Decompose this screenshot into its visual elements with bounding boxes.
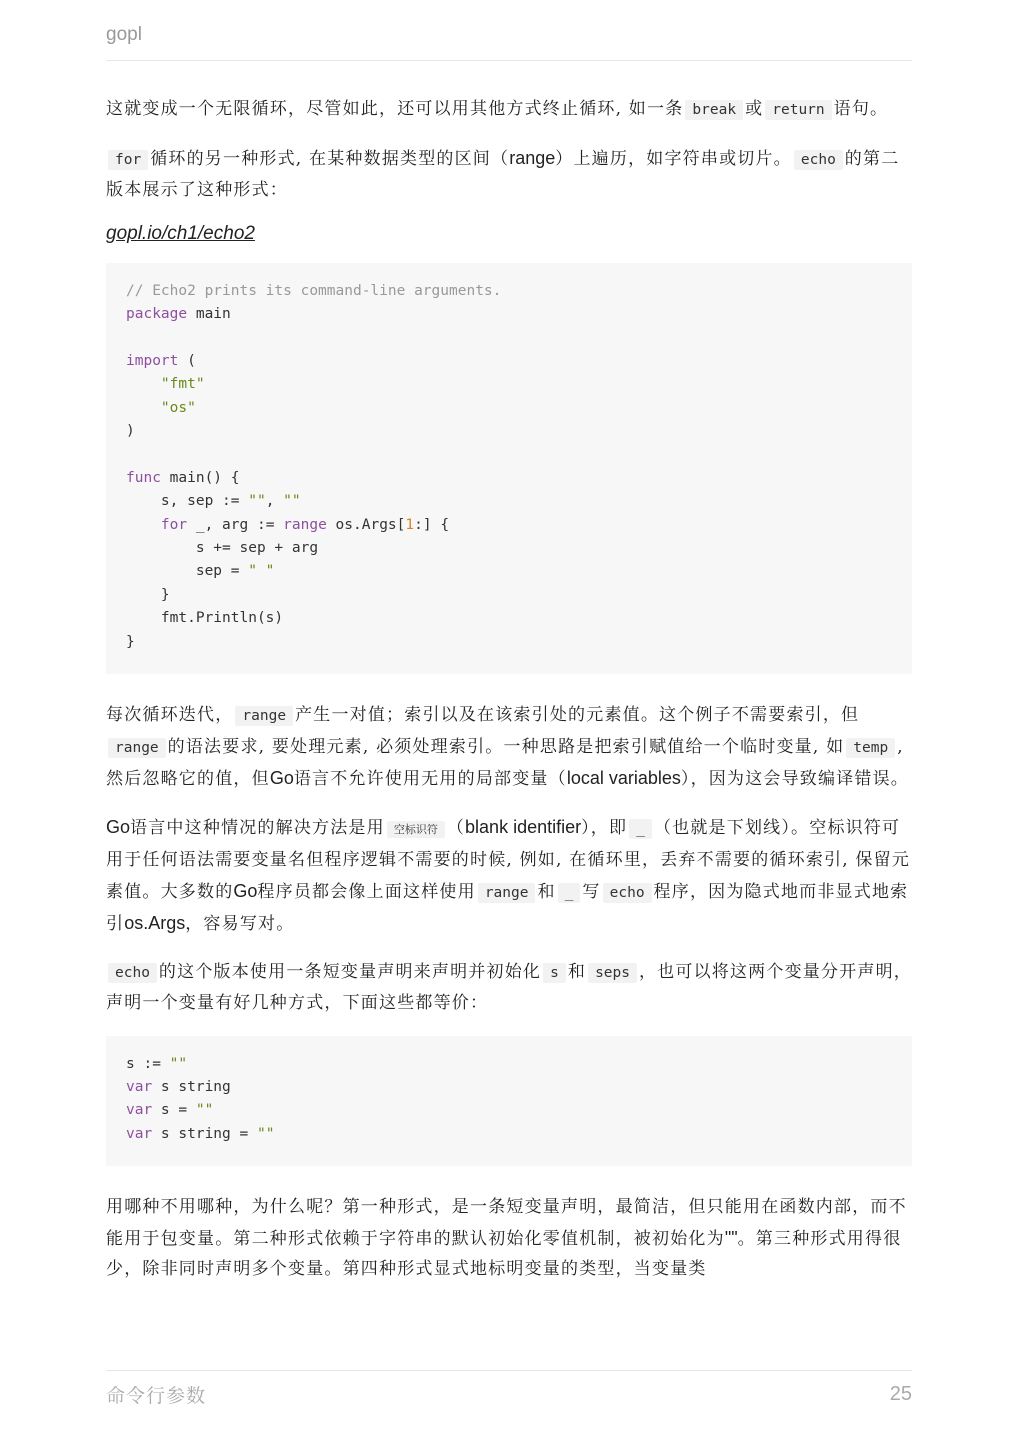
inline-code: temp xyxy=(846,738,895,758)
code-string: "" xyxy=(248,493,266,510)
text: 产生一对值；索引以及在该索引处的元素值。这个例子不需要索引，但 xyxy=(295,705,860,725)
inline-code: range xyxy=(235,706,293,726)
inline-code: _ xyxy=(629,819,652,839)
inline-code: for xyxy=(108,150,148,170)
code-keyword: func xyxy=(126,469,161,486)
code-text: :] { xyxy=(414,516,450,533)
code-text: main xyxy=(187,305,231,322)
code-block-declarations xyxy=(106,1036,912,1167)
text: 语句。 xyxy=(833,99,889,119)
text: 程序员都会像上面这样使用 xyxy=(257,881,476,902)
chapter-title: 命令行参数 xyxy=(106,1385,207,1407)
inline-code: break xyxy=(685,100,743,120)
text: 。第三种形式用得很少，除非同时声明多个变量。第四种形式显式地标明变量的类型，当变量类 xyxy=(106,1228,902,1280)
code-text: s += sep + arg xyxy=(126,539,319,556)
code-string: "" xyxy=(195,1102,214,1119)
code-keyword: range xyxy=(283,516,327,533)
code-text: sep = xyxy=(126,563,249,580)
code-text: os.Args[ xyxy=(326,516,406,533)
code-keyword: var xyxy=(126,1078,153,1095)
code-keyword: import xyxy=(126,352,179,369)
code-keyword: var xyxy=(126,1125,153,1142)
code-text: s = xyxy=(152,1102,196,1119)
page-number: 25 xyxy=(889,1383,912,1405)
page-header xyxy=(106,24,912,61)
text: 和 xyxy=(567,961,587,982)
code-text: s := xyxy=(126,1055,170,1072)
book-title: gopl xyxy=(106,24,142,45)
text: os.Args xyxy=(124,913,186,933)
text: blank identifier xyxy=(465,816,582,837)
text: ），因为这会导致编译错误。 xyxy=(680,769,909,789)
inline-code: range xyxy=(478,883,536,903)
code-text: s string = xyxy=(152,1125,257,1142)
code-string: "os" xyxy=(160,399,196,416)
inline-code: 空标识符 xyxy=(387,821,445,838)
text: Go xyxy=(233,880,258,901)
text: （ xyxy=(446,817,466,838)
paragraph xyxy=(106,700,912,795)
code-text: fmt.Println(s) xyxy=(126,610,284,627)
text: （也就是下划线）。空标识符可用于任何语法需要变量名但程序逻辑不需要的时候, 例如, 在循环里，丢弃不需要的循环索引, 保留元素值。大多数的 xyxy=(106,817,911,902)
code-string: "" xyxy=(169,1055,188,1072)
source-link[interactable]: gopl.io/ch1/echo2 xyxy=(106,222,255,244)
text: Go xyxy=(269,768,294,788)
text: 程序，因为隐式地而非显式地索引 xyxy=(106,881,909,934)
code-block-echo2 xyxy=(106,263,912,675)
code-text: , xyxy=(265,493,284,510)
code-string: "fmt" xyxy=(160,376,205,393)
code-text: s string xyxy=(152,1078,231,1095)
page-footer xyxy=(106,1370,912,1407)
text: 语言中这种情况的解决方法是用 xyxy=(130,817,385,838)
text: "" xyxy=(724,1227,738,1248)
inline-code: s xyxy=(543,963,566,983)
text: 每次循环迭代， xyxy=(106,705,234,725)
paragraph xyxy=(106,1192,912,1285)
text: 或 xyxy=(745,99,764,119)
text: 的这个版本使用一条短变量声明来声明并初始化 xyxy=(158,961,542,982)
code-comment: // Echo2 prints its command-line arguments. xyxy=(126,282,502,299)
text: ，也可以将这两个变量分开声明，声明一个变量有好几种方式，下面这些都等价： xyxy=(106,961,912,1013)
inline-code: return xyxy=(765,100,831,120)
code-string: " " xyxy=(248,563,275,580)
inline-code: range xyxy=(108,738,166,758)
inline-code: echo xyxy=(603,883,652,903)
inline-code: echo xyxy=(108,963,157,983)
page-content xyxy=(106,94,912,1302)
paragraph xyxy=(106,143,912,206)
code-keyword: package xyxy=(126,305,188,322)
code-text: ) xyxy=(126,422,135,439)
paragraph xyxy=(106,94,912,126)
code-text: ( xyxy=(178,352,196,369)
code-text: } xyxy=(126,633,135,650)
code-number: 1 xyxy=(405,516,415,533)
code-text: main() { xyxy=(160,469,240,486)
text: ），即 xyxy=(581,817,628,838)
code-string: "" xyxy=(256,1125,275,1142)
code-text: _, arg := xyxy=(187,516,284,533)
text: 的第二版本展示了这种形式： xyxy=(106,148,900,200)
inline-code: _ xyxy=(558,883,581,903)
text: , 然后忽略它的值，但 xyxy=(106,736,904,789)
text: local variables xyxy=(566,768,681,788)
text: 用哪种不用哪种，为什么呢？第一种形式，是一条短变量声明，最简洁，但只能用在函数内部，而不能用于包变量。第二种形式依赖于字符串的默认初始化零值机制，被初始化为 xyxy=(106,1197,907,1249)
text: range xyxy=(509,147,556,168)
text: ，容易写对。 xyxy=(185,914,295,934)
text: 的语法要求, 要处理元素, 必须处理索引。一种思路是把索引赋值给一个临时变量, 如 xyxy=(167,736,845,757)
inline-code: seps xyxy=(588,963,637,983)
text: 语言不允许使用无用的局部变量（ xyxy=(293,769,567,789)
code-string: "" xyxy=(283,493,301,510)
code-text: } xyxy=(126,586,170,603)
text: 和 xyxy=(537,881,556,902)
text: 这就变成一个无限循环，尽管如此，还可以用其他方式终止循环, 如一条 xyxy=(106,99,684,119)
text: Go xyxy=(106,816,131,837)
code-keyword: for xyxy=(160,516,188,533)
code-text: s, sep := xyxy=(126,493,249,510)
paragraph xyxy=(106,812,912,940)
text: ）上遍历，如字符串或切片。 xyxy=(555,148,792,169)
inline-code: echo xyxy=(794,150,843,170)
code-keyword: var xyxy=(126,1102,153,1119)
text: 循环的另一种形式, 在某种数据类型的区间（ xyxy=(150,148,510,169)
text: 写 xyxy=(582,881,601,902)
paragraph xyxy=(106,957,912,1019)
